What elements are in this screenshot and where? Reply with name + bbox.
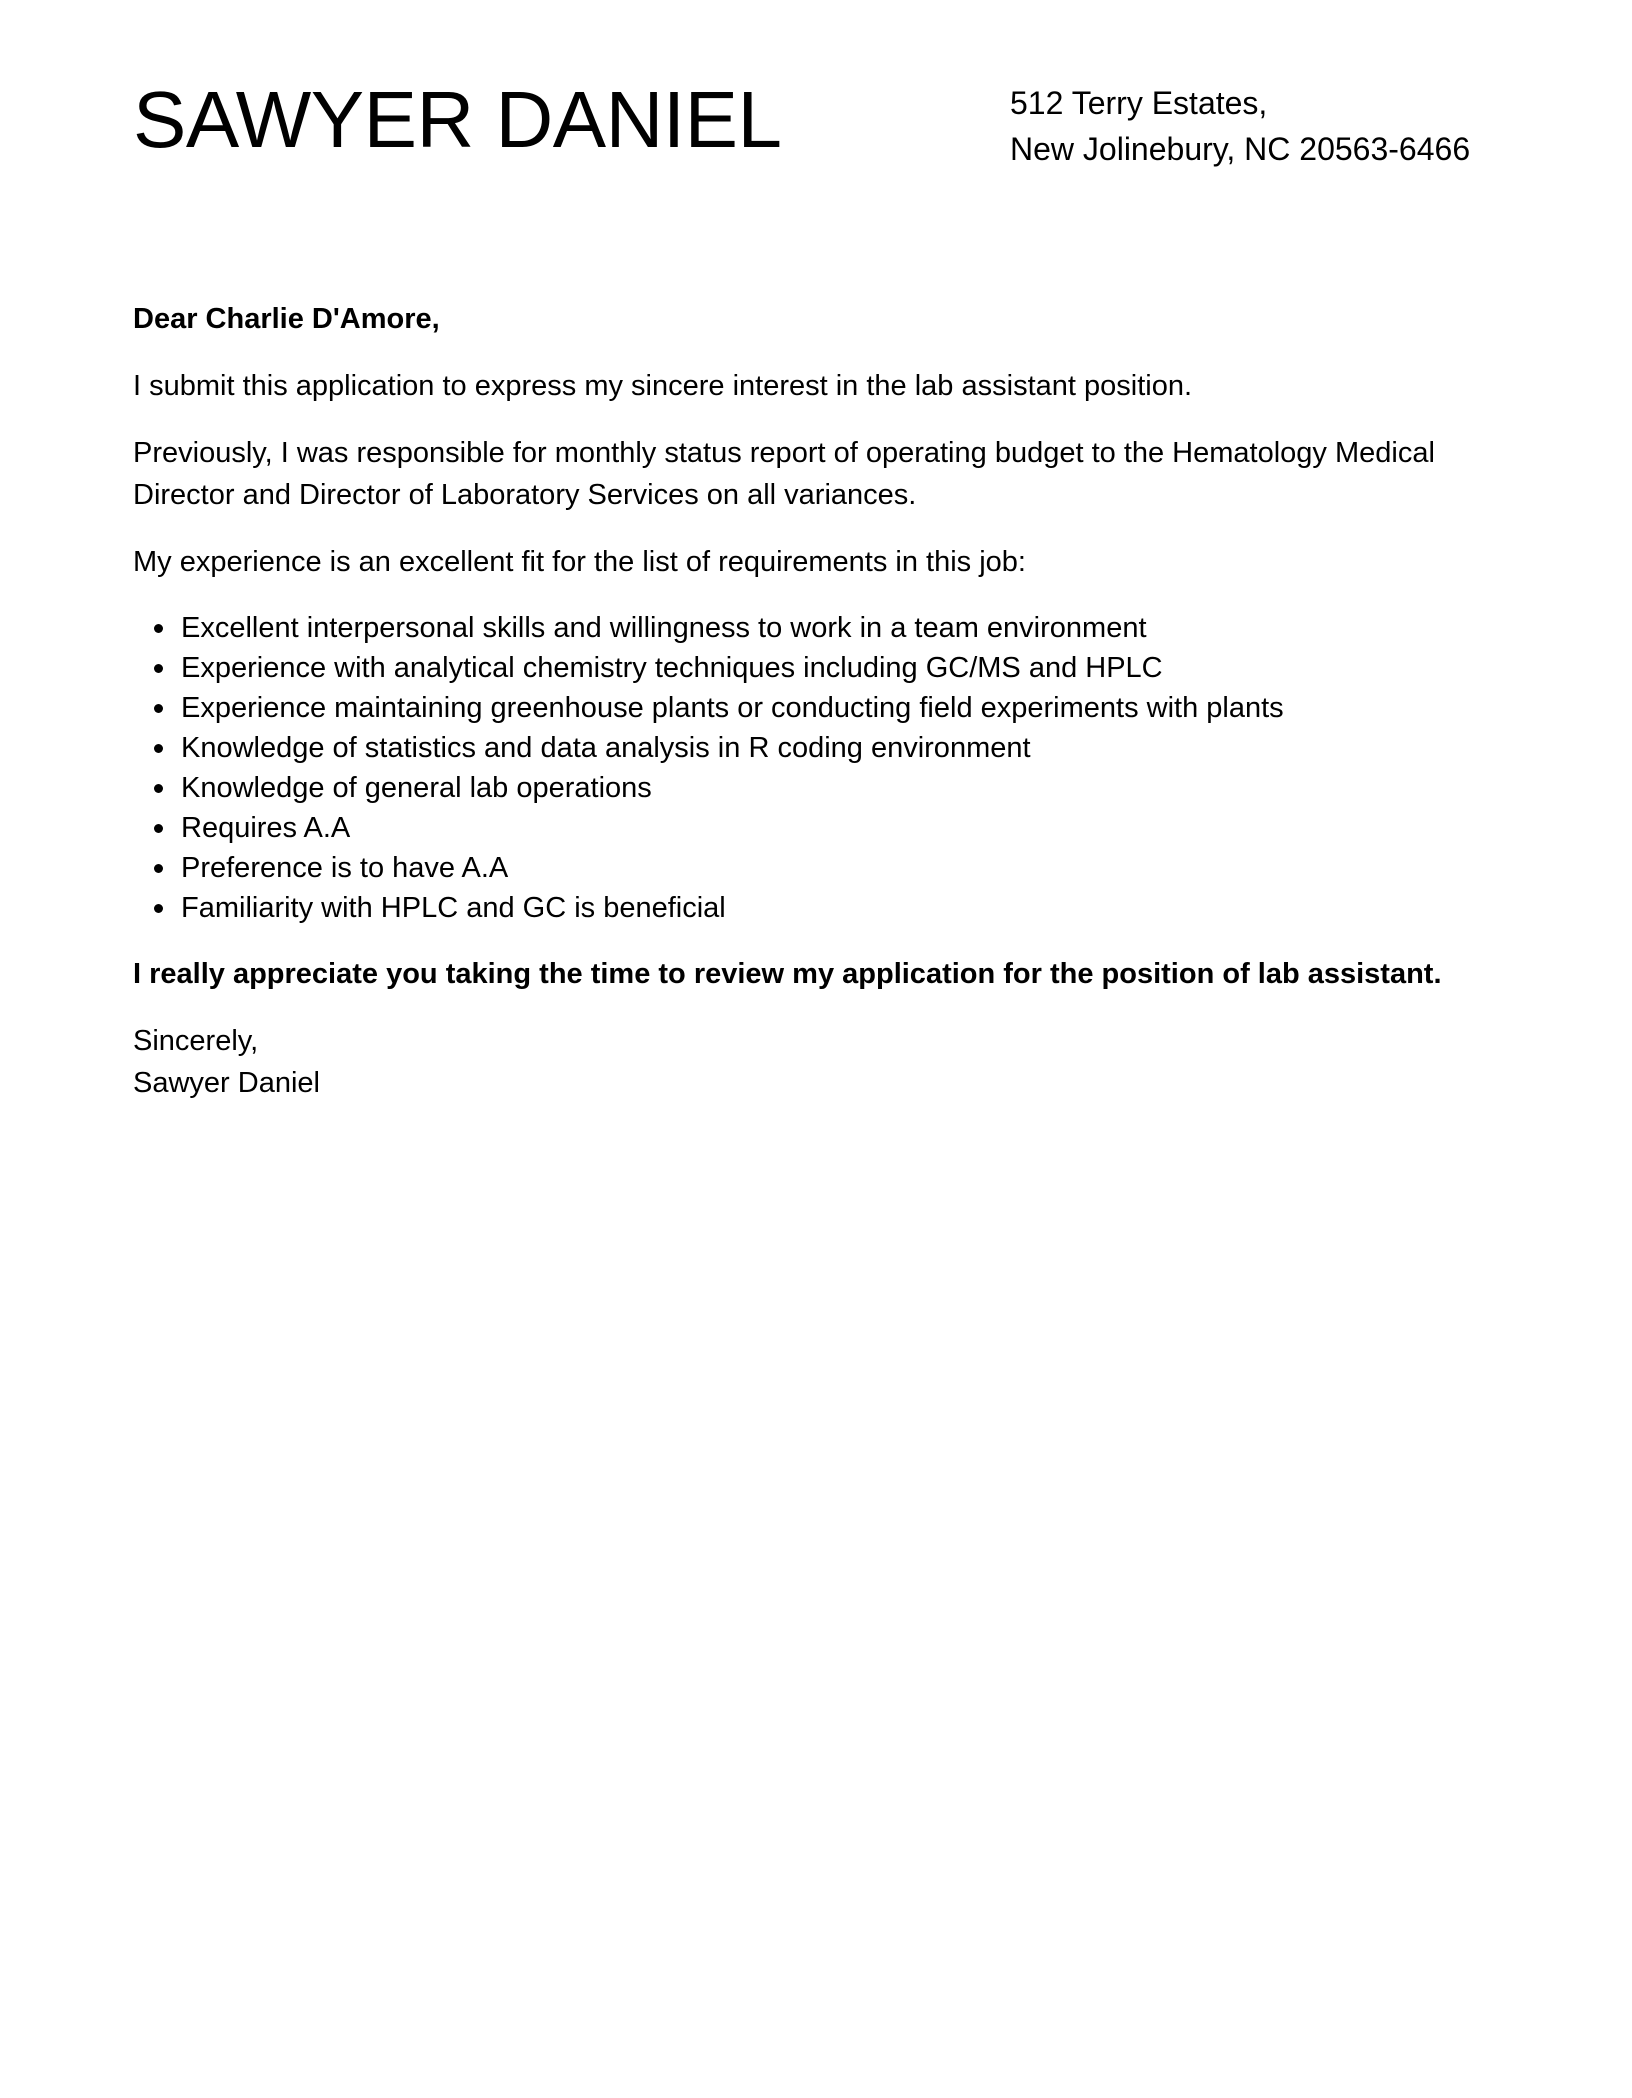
requirements-list (133, 608, 1513, 928)
closing-statement: I really appreciate you taking the time to review my application for the position of lab assistant. (133, 958, 1442, 990)
list-item-text: Knowledge of general lab operations (181, 772, 652, 804)
list-item (133, 648, 1513, 688)
list-item (133, 848, 1513, 888)
list-item-text: Experience maintaining greenhouse plants or conducting field experiments with plants (181, 692, 1284, 724)
letter-header (133, 0, 1499, 200)
list-item (133, 808, 1513, 848)
list-item (133, 688, 1513, 728)
list-item-text: Excellent interpersonal skills and willingness to work in a team environment (181, 612, 1147, 644)
bullet-icon (154, 784, 163, 793)
bullet-icon (154, 904, 163, 913)
bullet-icon (154, 744, 163, 753)
intro-paragraph: I submit this application to express my sincere interest in the lab assistant position. (133, 370, 1193, 402)
signature-name: Sawyer Daniel (133, 1067, 320, 1099)
list-item (133, 728, 1513, 768)
signoff: Sincerely, (133, 1025, 259, 1057)
list-item (133, 768, 1513, 808)
list-item-text: Familiarity with HPLC and GC is beneficial (181, 892, 726, 924)
list-item (133, 608, 1513, 648)
bullet-icon (154, 704, 163, 713)
list-item-text: Requires A.A (181, 812, 351, 844)
list-item-text: Knowledge of statistics and data analysis in R coding environment (181, 732, 1031, 764)
address-line-2: New Jolinebury, NC 20563-6466 (1010, 131, 1471, 167)
fit-paragraph: My experience is an excellent fit for the list of requirements in this job: (133, 546, 1026, 578)
list-item-text: Experience with analytical chemistry techniques including GC/MS and HPLC (181, 652, 1163, 684)
applicant-address (1010, 80, 1470, 172)
list-item-text: Preference is to have A.A (181, 852, 509, 884)
list-item (133, 888, 1513, 928)
applicant-name: SAWYER DANIEL (133, 75, 782, 164)
salutation: Dear Charlie D'Amore, (133, 303, 440, 335)
signoff-block (133, 1020, 1513, 1104)
bullet-icon (154, 824, 163, 833)
address-line-1: 512 Terry Estates, (1010, 85, 1268, 121)
bullet-icon (154, 624, 163, 633)
letter-body (133, 298, 1513, 1104)
experience-paragraph: Previously, I was responsible for monthly status report of operating budget to the Hematology Medical Director and Director of Laboratory Services on all variances. (133, 437, 1435, 511)
bullet-icon (154, 664, 163, 673)
bullet-icon (154, 864, 163, 873)
